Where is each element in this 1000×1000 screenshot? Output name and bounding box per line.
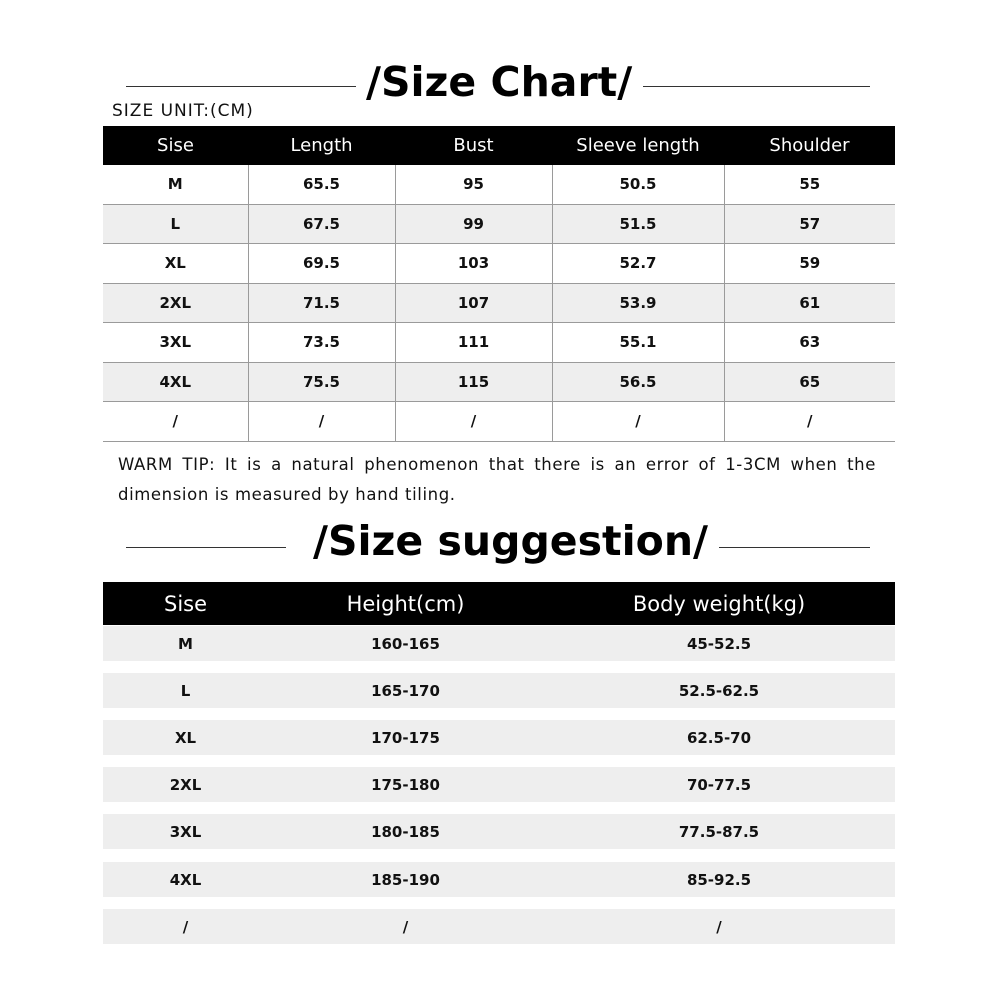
cell-sleeve-length: 51.5 [552, 204, 724, 244]
title-rule-right [719, 547, 870, 548]
size-unit-label: SIZE UNIT:(CM) [112, 101, 254, 121]
table-row [103, 165, 895, 204]
title-rule-right [643, 86, 870, 87]
cell-size: / [182, 917, 189, 936]
table-row [103, 204, 895, 244]
cell-sleeve-length: 55.1 [552, 323, 724, 363]
cell-body-weight: 77.5-87.5 [678, 822, 760, 841]
size-chart-header-row [103, 126, 895, 165]
header-height: Height(cm) [346, 591, 465, 616]
header-bust: Bust [395, 126, 552, 165]
table-row [103, 909, 895, 944]
cell-height: 165-170 [371, 681, 440, 700]
header-size: Sise [163, 591, 208, 616]
cell-size: M [178, 634, 193, 653]
cell-body-weight: 52.5-62.5 [678, 681, 760, 700]
header-shoulder: Shoulder [724, 126, 895, 165]
cell-shoulder: 65 [724, 362, 895, 402]
cell-height: 185-190 [371, 870, 440, 889]
cell-length: 71.5 [248, 283, 395, 323]
cell-height: / [402, 917, 409, 936]
table-row [103, 402, 895, 442]
title-rule-left [126, 86, 356, 87]
cell-bust: 95 [395, 165, 552, 204]
cell-size: 2XL [169, 775, 202, 794]
cell-sleeve-length: 53.9 [552, 283, 724, 323]
cell-size: L [103, 204, 248, 244]
cell-length: 67.5 [248, 204, 395, 244]
cell-length: 73.5 [248, 323, 395, 363]
cell-size: 4XL [169, 870, 202, 889]
cell-size: 3XL [169, 822, 202, 841]
cell-length: 75.5 [248, 362, 395, 402]
cell-size: 4XL [103, 362, 248, 402]
table-row [103, 673, 895, 708]
cell-shoulder: 61 [724, 283, 895, 323]
table-row [103, 362, 895, 402]
header-body-weight: Body weight(kg) [632, 591, 806, 616]
cell-bust: 107 [395, 283, 552, 323]
cell-size: M [103, 165, 248, 204]
cell-size: 3XL [103, 323, 248, 363]
cell-body-weight: 70-77.5 [686, 775, 752, 794]
warm-tip: WARM TIP: It is a natural phenomenon that there is an error of 1-3CM when the dimension is measured by hand tiling. [118, 455, 876, 504]
cell-body-weight: 45-52.5 [686, 634, 752, 653]
cell-shoulder: / [724, 402, 895, 442]
cell-bust: / [395, 402, 552, 442]
cell-sleeve-length: 50.5 [552, 165, 724, 204]
table-row [103, 283, 895, 323]
cell-size: XL [174, 728, 197, 747]
header-length: Length [248, 126, 395, 165]
table-row [103, 244, 895, 284]
table-row [103, 720, 895, 755]
size-chart-table [103, 126, 895, 442]
cell-bust: 115 [395, 362, 552, 402]
title-rule-left [126, 547, 286, 548]
cell-sleeve-length: 56.5 [552, 362, 724, 402]
table-row [103, 767, 895, 802]
cell-bust: 111 [395, 323, 552, 363]
table-row [103, 814, 895, 849]
cell-shoulder: 57 [724, 204, 895, 244]
cell-height: 180-185 [371, 822, 440, 841]
table-row [103, 862, 895, 897]
table-row [103, 626, 895, 661]
header-size: Sise [103, 126, 248, 165]
cell-height: 175-180 [371, 775, 440, 794]
cell-length: 65.5 [248, 165, 395, 204]
cell-height: 170-175 [371, 728, 440, 747]
cell-shoulder: 59 [724, 244, 895, 284]
cell-length: / [248, 402, 395, 442]
cell-size: XL [103, 244, 248, 284]
cell-sleeve-length: / [552, 402, 724, 442]
cell-size: L [180, 681, 191, 700]
header-sleeve-length: Sleeve length [552, 126, 724, 165]
cell-body-weight: 85-92.5 [686, 870, 752, 889]
cell-height: 160-165 [371, 634, 440, 653]
cell-size: / [103, 402, 248, 442]
table-row [103, 323, 895, 363]
size-chart-title: /Size Chart/ [366, 58, 633, 106]
cell-shoulder: 63 [724, 323, 895, 363]
cell-bust: 99 [395, 204, 552, 244]
cell-body-weight: / [716, 917, 722, 936]
cell-bust: 103 [395, 244, 552, 284]
size-suggestion-title: /Size suggestion/ [313, 517, 708, 565]
cell-body-weight: 62.5-70 [686, 728, 752, 747]
cell-sleeve-length: 52.7 [552, 244, 724, 284]
cell-length: 69.5 [248, 244, 395, 284]
cell-size: 2XL [103, 283, 248, 323]
size-suggestion-header-row [103, 582, 895, 625]
cell-shoulder: 55 [724, 165, 895, 204]
